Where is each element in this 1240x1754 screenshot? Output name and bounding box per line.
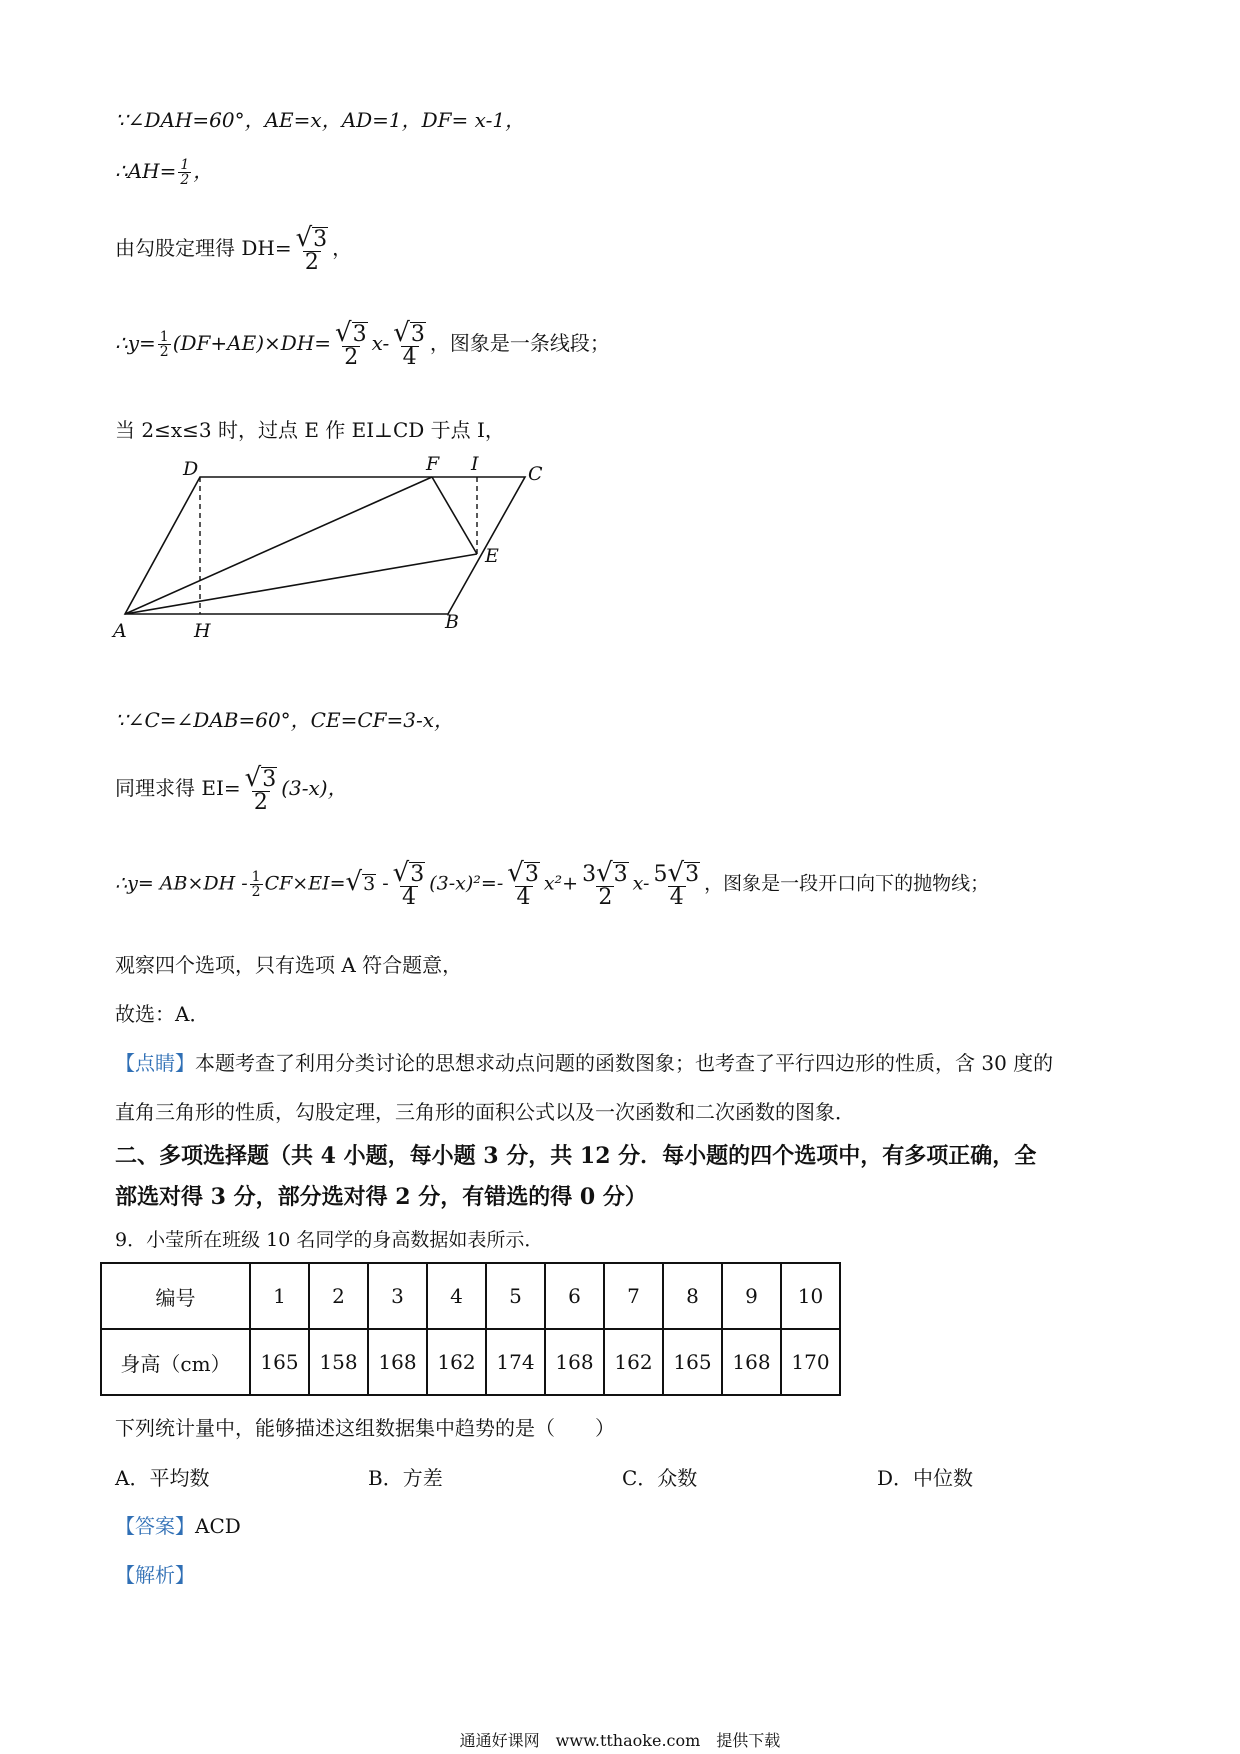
sqrt-expression: √ 3 bbox=[392, 858, 425, 888]
section-heading-line-2: 部选对得 3 分，部分选对得 2 分，有错选的得 0 分） bbox=[115, 1184, 647, 1210]
table-row bbox=[101, 1329, 840, 1395]
frac-den: 4 bbox=[401, 885, 416, 910]
frac-den: 2 bbox=[180, 172, 190, 188]
table-row bbox=[101, 1263, 840, 1329]
table-cell: 9 bbox=[722, 1263, 781, 1329]
radicand: 3 bbox=[613, 861, 628, 887]
fraction-5sqrt3-over-4 bbox=[651, 860, 702, 909]
sqrt-expression: √ 3 bbox=[244, 763, 277, 793]
dianjing-line-1 bbox=[115, 1053, 1053, 1073]
sqrt-expression: 3 √ 3 bbox=[582, 858, 628, 888]
page-footer: 通通好课网 www.tthaoke.com 提供下载 bbox=[459, 1731, 781, 1750]
table-cell: 158 bbox=[309, 1329, 368, 1395]
line-2-prefix: ∴AH= bbox=[115, 159, 177, 183]
table-cell: 162 bbox=[604, 1329, 663, 1395]
table-cell: 1 bbox=[250, 1263, 309, 1329]
table-cell: 174 bbox=[486, 1329, 545, 1395]
frac-num: 1 bbox=[251, 869, 261, 885]
dianjing-tag: 【点睛】 bbox=[115, 1051, 195, 1075]
radicand: 3 bbox=[363, 872, 376, 895]
line-8-minus: - bbox=[376, 872, 389, 895]
line-3-suffix: ， bbox=[332, 236, 353, 260]
question-9-prompt: 下列统计量中，能够描述这组数据集中趋势的是（ ） bbox=[115, 1416, 615, 1440]
solution-line-10: 故选：A． bbox=[115, 1002, 210, 1026]
answer-line bbox=[115, 1516, 241, 1536]
label-B: B bbox=[445, 611, 459, 633]
radicand: 3 bbox=[262, 766, 277, 792]
line-7-suffix: (3-x)， bbox=[281, 776, 348, 800]
dianjing-line-2: 直角三角形的性质，勾股定理，三角形的面积公式以及一次函数和二次函数的图象． bbox=[115, 1100, 855, 1124]
answer-value: ACD bbox=[195, 1514, 241, 1538]
fraction-one-half bbox=[158, 330, 171, 359]
frac-den: 2 bbox=[159, 344, 169, 360]
dianjing-text-1: 本题考查了利用分类讨论的思想求动点问题的函数图象；也考查了平行四边形的性质，含 30 度的 bbox=[195, 1051, 1054, 1075]
frac-den: 2 bbox=[304, 250, 319, 275]
frac-den: 4 bbox=[669, 885, 684, 910]
label-F: F bbox=[426, 455, 440, 475]
line-8-mid3: x²+ bbox=[543, 872, 579, 895]
table-cell: 6 bbox=[545, 1263, 604, 1329]
line-4-suffix: ，图象是一条线段； bbox=[429, 331, 610, 355]
line-4-mid: (DF+AE)×DH= bbox=[172, 331, 332, 355]
fraction-sqrt3-over-2 bbox=[333, 320, 370, 369]
radicand: 3 bbox=[352, 321, 367, 347]
line-3-prefix: 由勾股定理得 DH= bbox=[115, 236, 292, 260]
option-d[interactable]: D．中位数 bbox=[877, 1466, 974, 1490]
radicand: 3 bbox=[685, 861, 700, 887]
table-cell: 168 bbox=[722, 1329, 781, 1395]
table-cell: 168 bbox=[368, 1329, 427, 1395]
label-E: E bbox=[485, 545, 499, 567]
line-4-x: x- bbox=[371, 331, 390, 355]
solution-line-9: 观察四个选项，只有选项 A 符合题意， bbox=[115, 953, 463, 977]
fraction-sqrt3-over-4 bbox=[391, 860, 428, 909]
line-2-suffix: ， bbox=[193, 159, 214, 183]
table-cell: 8 bbox=[663, 1263, 722, 1329]
fraction-sqrt3-over-2 bbox=[294, 225, 331, 274]
frac-den: 2 bbox=[253, 790, 268, 815]
sqrt-expression: 5 √ 3 bbox=[653, 858, 700, 888]
line-8-prefix: ∴y= AB×DH - bbox=[115, 872, 248, 895]
option-a[interactable]: A．平均数 bbox=[115, 1466, 210, 1490]
line-7-prefix: 同理求得 EI= bbox=[115, 776, 241, 800]
label-C: C bbox=[528, 463, 543, 485]
line-8-suffix: ，图象是一段开口向下的抛物线； bbox=[704, 872, 990, 895]
answer-tag: 【答案】 bbox=[115, 1514, 195, 1538]
fraction-sqrt3-over-4 bbox=[505, 860, 542, 909]
solution-line-2 bbox=[115, 158, 213, 187]
fraction-one-half bbox=[178, 158, 191, 187]
label-D: D bbox=[183, 458, 199, 480]
line-8-mid1: CF×EI= bbox=[264, 872, 346, 895]
label-A: A bbox=[113, 620, 127, 642]
option-b[interactable]: B．方差 bbox=[368, 1466, 443, 1490]
frac-den: 2 bbox=[598, 885, 613, 910]
fraction-sqrt3-over-4 bbox=[391, 320, 428, 369]
line-8-mid4: x- bbox=[632, 872, 650, 895]
solution-line-8 bbox=[115, 860, 989, 909]
radicand: 3 bbox=[524, 861, 539, 887]
solution-line-5: 当 2≤x≤3 时，过点 E 作 EI⊥CD 于点 I， bbox=[115, 418, 505, 442]
table-header-height: 身高（cm） bbox=[101, 1329, 250, 1395]
sqrt-expression: √ 3 bbox=[335, 318, 367, 348]
sqrt-3: √ 3 bbox=[345, 866, 376, 897]
table-cell: 5 bbox=[486, 1263, 545, 1329]
question-9: 9．小莹所在班级 10 名同学的身高数据如表所示． bbox=[115, 1229, 544, 1251]
section-heading-line-1: 二、多项选择题（共 4 小题，每小题 3 分，共 12 分．每小题的四个选项中，有多项正确，全 bbox=[115, 1143, 1037, 1169]
frac-den: 2 bbox=[344, 345, 359, 370]
solution-line-1: ∵∠DAH=60°，AE=x，AD=1，DF= x-1， bbox=[115, 108, 526, 132]
frac-num: 1 bbox=[159, 329, 169, 345]
height-data-table bbox=[100, 1262, 841, 1396]
table-cell: 10 bbox=[781, 1263, 840, 1329]
table-cell: 2 bbox=[309, 1263, 368, 1329]
coefficient: 5 bbox=[653, 862, 668, 887]
solution-line-6: ∵∠C=∠DAB=60°，CE=CF=3-x， bbox=[115, 708, 455, 732]
sqrt-expression: √ 3 bbox=[295, 223, 328, 253]
fraction-one-half bbox=[250, 870, 263, 899]
sqrt-expression: √ 3 bbox=[393, 318, 425, 348]
frac-den: 4 bbox=[516, 885, 531, 910]
radicand: 3 bbox=[410, 861, 425, 887]
solution-line-7 bbox=[115, 765, 348, 814]
frac-den: 4 bbox=[402, 345, 417, 370]
frac-den: 2 bbox=[251, 884, 261, 900]
table-header-number: 编号 bbox=[101, 1263, 250, 1329]
option-c[interactable]: C．众数 bbox=[622, 1466, 698, 1490]
analysis-tag: 【解析】 bbox=[115, 1563, 195, 1587]
label-I: I bbox=[471, 455, 479, 475]
fraction-3sqrt3-over-2 bbox=[580, 860, 631, 909]
radicand: 3 bbox=[410, 321, 425, 347]
line-4-prefix: ∴y= bbox=[115, 331, 156, 355]
table-cell: 7 bbox=[604, 1263, 663, 1329]
table-cell: 165 bbox=[663, 1329, 722, 1395]
table-cell: 3 bbox=[368, 1263, 427, 1329]
table-cell: 165 bbox=[250, 1329, 309, 1395]
frac-num: 1 bbox=[180, 157, 190, 173]
sqrt-expression: √ 3 bbox=[507, 858, 539, 888]
label-H: H bbox=[194, 620, 211, 642]
table-cell: 168 bbox=[545, 1329, 604, 1395]
coefficient: 3 bbox=[582, 862, 597, 887]
solution-line-4 bbox=[115, 320, 610, 369]
fraction-sqrt3-over-2 bbox=[243, 765, 280, 814]
table-cell: 162 bbox=[427, 1329, 486, 1395]
table-cell: 170 bbox=[781, 1329, 840, 1395]
radicand: 3 bbox=[313, 226, 328, 252]
parallelogram-figure bbox=[110, 455, 570, 660]
table-cell: 4 bbox=[427, 1263, 486, 1329]
solution-line-3 bbox=[115, 225, 352, 274]
line-8-mid2: (3-x)²=- bbox=[429, 872, 504, 895]
